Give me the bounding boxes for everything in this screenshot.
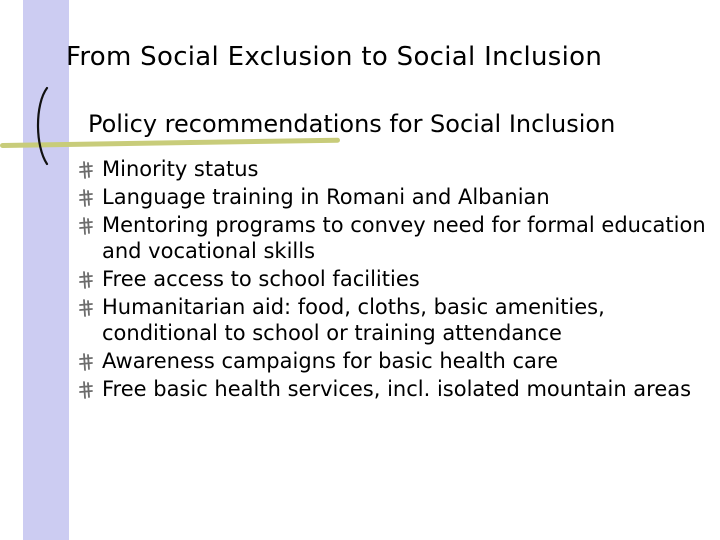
bullet-icon [78,217,94,235]
bullet-text: Free access to school facilities [102,267,420,291]
bullet-icon [78,299,94,317]
side-bar [23,0,69,540]
bullet-icon [78,189,94,207]
bullet-text: Free basic health services, incl. isolated mountain areas [102,377,692,401]
bullet-list [78,156,708,404]
bullet-icon [78,353,94,371]
bullet-item [78,184,708,210]
bullet-icon [78,271,94,289]
slide-subtitle: Policy recommendations for Social Inclusion [88,110,616,138]
bullet-item [78,294,708,346]
bullet-text: Mentoring programs to convey need for formal education and vocational skills [102,213,706,263]
bullet-item [78,266,708,292]
bullet-item [78,212,708,264]
bullet-icon [78,381,94,399]
bullet-text: Language training in Romani and Albanian [102,185,550,209]
bracket-icon [27,86,55,166]
bullet-item [78,156,708,182]
bullet-item [78,376,708,402]
bullet-text: Minority status [102,157,259,181]
bullet-icon [78,161,94,179]
bullet-item [78,348,708,374]
bullet-text: Humanitarian aid: food, cloths, basic amenities, conditional to school or training attendance [102,295,605,345]
slide-title: From Social Exclusion to Social Inclusion [66,42,603,72]
bullet-text: Awareness campaigns for basic health care [102,349,559,373]
